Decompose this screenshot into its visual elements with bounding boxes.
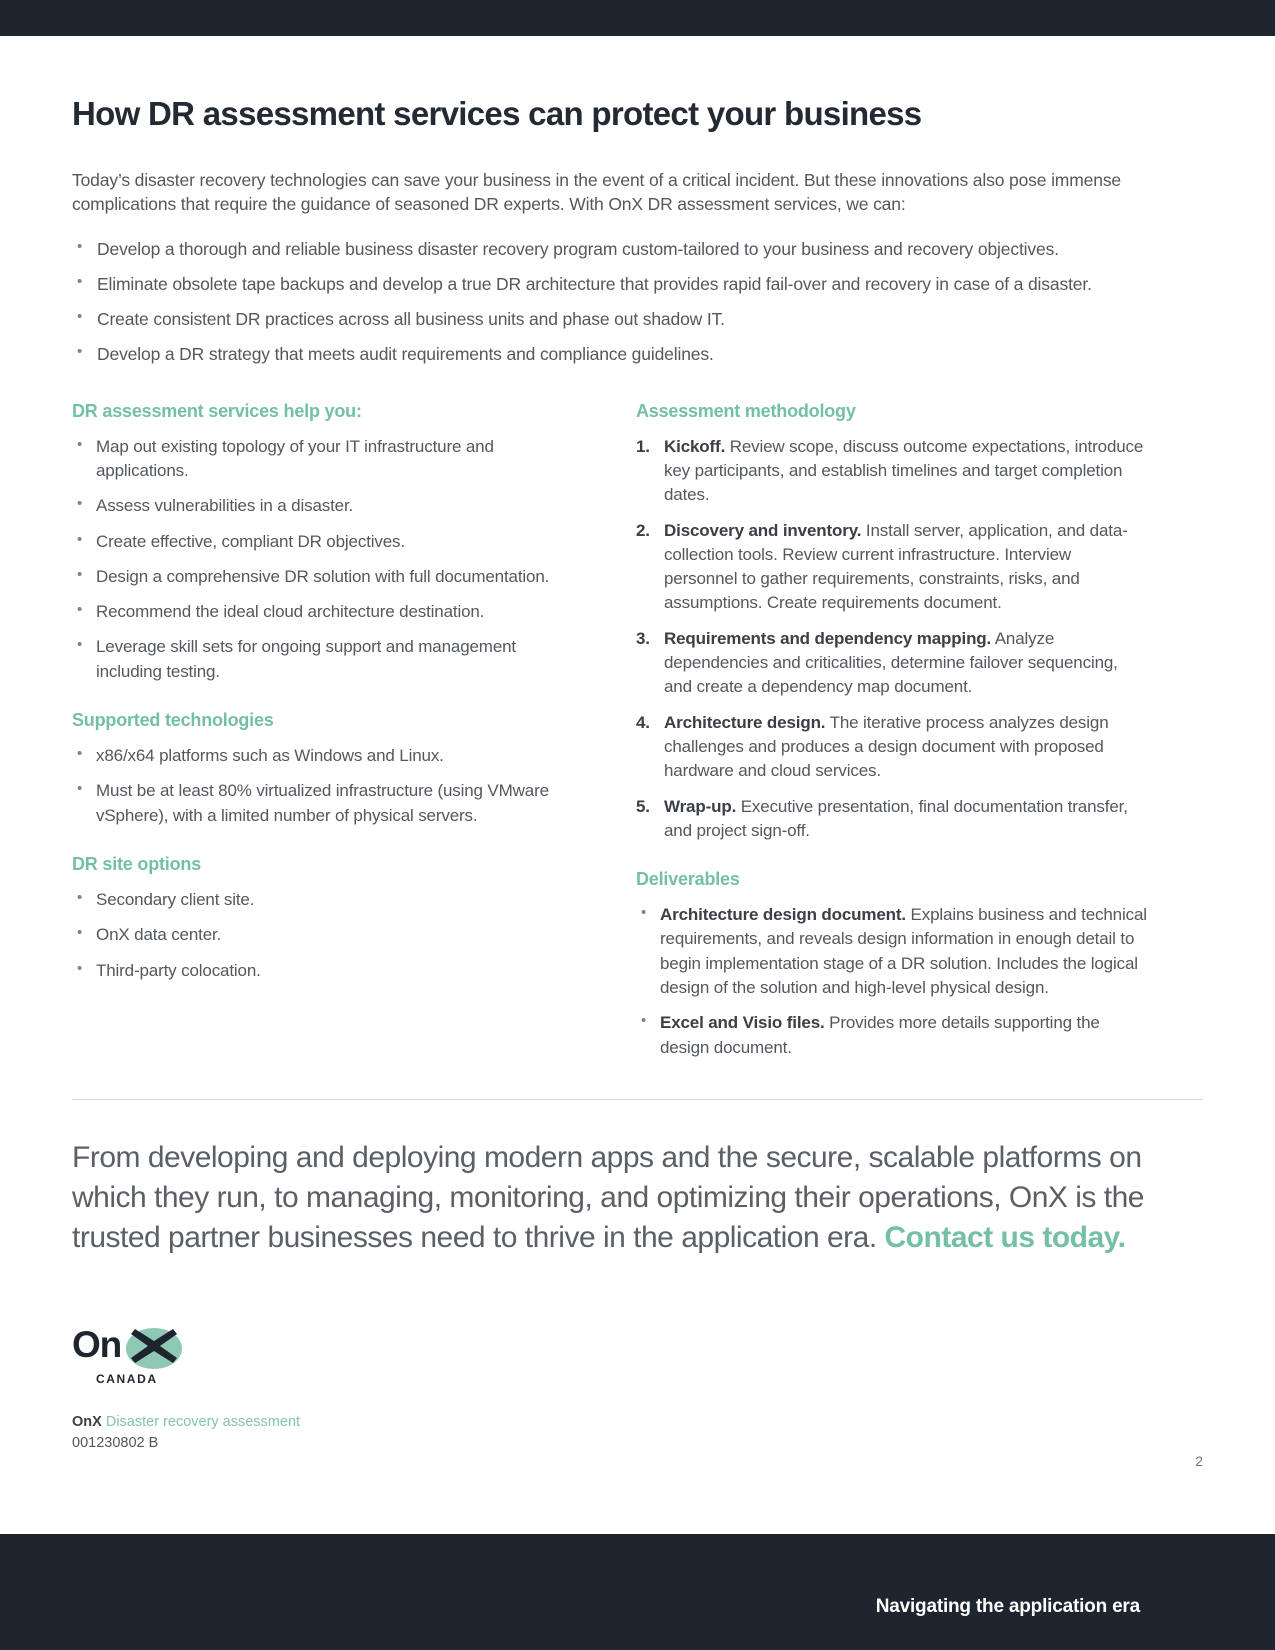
banner-tagline: Navigating the application era xyxy=(875,1596,1140,1617)
onx-canada-logo xyxy=(72,1322,272,1386)
intro-paragraph: Today’s disaster recovery technologies can save your business in the event of a critical incident. But these innovations also pose immense complications that require the guidance of seasoned DR experts. With OnX DR assessment services, we can: xyxy=(72,169,1122,215)
list-item xyxy=(636,519,1148,616)
section-divider xyxy=(72,1099,1203,1100)
technologies-list xyxy=(72,744,584,828)
step-text: Analyze dependencies and criticalities, determine failover sequencing, and create a dependency map document. xyxy=(664,628,1118,697)
list-item: • Must be at least 80% virtualized infrastructure (using VMware vSphere), with a limited number of physical servers. xyxy=(72,779,584,828)
logo-x-icon xyxy=(127,1325,181,1367)
footer-brand: OnX xyxy=(72,1413,102,1430)
footer-metadata xyxy=(72,1412,1203,1454)
site-options-list xyxy=(72,888,584,983)
list-item: • Develop a DR strategy that meets audit requirements and compliance guidelines. xyxy=(72,342,1203,367)
list-item: • Recommend the ideal cloud architecture destination. xyxy=(72,600,584,624)
methodology-heading: Assessment methodology xyxy=(636,400,856,421)
list-item: • Develop a thorough and reliable business disaster recovery program custom-tailored to your business and recovery objectives. xyxy=(72,237,1203,262)
list-item: • OnX data center. xyxy=(72,923,584,947)
step-text: The iterative process analyzes design challenges and produces a design document with proposed hardware and cloud services. xyxy=(664,712,1109,781)
step-lead: Architecture design. xyxy=(664,712,826,732)
list-item xyxy=(636,903,1148,1000)
list-item: • Eliminate obsolete tape backups and develop a true DR architecture that provides rapid fail-over and recovery in case of a disaster. xyxy=(72,272,1203,297)
step-text: Install server, application, and data-collection tools. Review current infrastructure. Interview personnel to gather requirements, constraints, risks, and assumptions. Create requirements document. xyxy=(664,520,1128,613)
list-item: • Create effective, compliant DR objectives. xyxy=(72,530,584,554)
list-item: • Create consistent DR practices across all business units and phase out shadow IT. xyxy=(72,307,1203,332)
step-lead: Requirements and dependency mapping. xyxy=(664,628,992,648)
right-column xyxy=(636,401,1148,1071)
step-lead: Wrap-up. xyxy=(664,796,737,816)
list-item: • Design a comprehensive DR solution with full documentation. xyxy=(72,565,584,589)
list-item: • Map out existing topology of your IT infrastructure and applications. xyxy=(72,435,584,484)
services-list xyxy=(72,435,584,684)
list-item: • Third-party colocation. xyxy=(72,959,584,983)
left-column xyxy=(72,401,584,1071)
step-number: 1. xyxy=(636,436,650,456)
two-column-section xyxy=(72,401,1203,1071)
closing-text: From developing and deploying modern apps and the secure, scalable platforms on which they run, to managing, monitoring, and optimizing their operations, OnX is the trusted partner businesses need to thrive in the application era. xyxy=(72,1140,1144,1254)
deliverables-list xyxy=(636,903,1148,1060)
list-item: • Secondary client site. xyxy=(72,888,584,912)
list-item xyxy=(636,1011,1148,1060)
deliverable-text: Explains business and technical requirements, and reveals design information in enough detail to begin implementation stage of a DR solution. Includes the logical design of the solution and high-level physical design. xyxy=(660,905,1147,997)
deliverable-text: Provides more details supporting the design document. xyxy=(660,1013,1100,1057)
step-number: 3. xyxy=(636,628,650,648)
deliverable-lead: Architecture design document. xyxy=(660,905,906,925)
methodology-list xyxy=(636,435,1148,843)
bottom-banner-bar xyxy=(0,1534,1275,1650)
deliverables-heading: Deliverables xyxy=(636,869,740,890)
logo-wordmark: On xyxy=(72,1323,121,1365)
step-text: Review scope, discuss outcome expectations, introduce key participants, and establish timelines and target completion dates. xyxy=(664,436,1144,505)
list-item: • Leverage skill sets for ongoing support and management including testing. xyxy=(72,635,584,684)
list-item xyxy=(636,711,1148,784)
step-lead: Kickoff. xyxy=(664,436,726,456)
logo-region-label: CANADA xyxy=(96,1371,158,1386)
top-accent-bar xyxy=(0,0,1275,36)
step-number: 2. xyxy=(636,520,650,540)
list-item: • x86/x64 platforms such as Windows and Linux. xyxy=(72,744,584,768)
step-text: Executive presentation, final documentation transfer, and project sign-off. xyxy=(664,796,1128,840)
step-number: 5. xyxy=(636,796,650,816)
site-options-heading: DR site options xyxy=(72,853,202,874)
footer-doc-code: 001230802 B xyxy=(72,1434,159,1451)
footer-doc-line xyxy=(72,1412,1203,1433)
list-item xyxy=(636,435,1148,508)
list-item: • Assess vulnerabilities in a disaster. xyxy=(72,494,584,518)
deliverable-lead: Excel and Visio files. xyxy=(660,1013,825,1033)
closing-statement xyxy=(72,1138,1203,1258)
list-item xyxy=(636,795,1148,844)
list-item xyxy=(636,627,1148,700)
footer-doc-label: Disaster recovery assessment xyxy=(105,1413,301,1430)
page-content xyxy=(0,36,1275,1454)
page-number: 2 xyxy=(1195,1453,1203,1469)
technologies-heading: Supported technologies xyxy=(72,710,274,731)
services-heading: DR assessment services help you: xyxy=(72,400,362,421)
contact-cta[interactable]: Contact us today. xyxy=(884,1220,1126,1254)
page-title: How DR assessment services can protect your business xyxy=(72,95,922,132)
step-number: 4. xyxy=(636,712,650,732)
intro-bullet-list xyxy=(72,237,1203,366)
step-lead: Discovery and inventory. xyxy=(664,520,862,540)
